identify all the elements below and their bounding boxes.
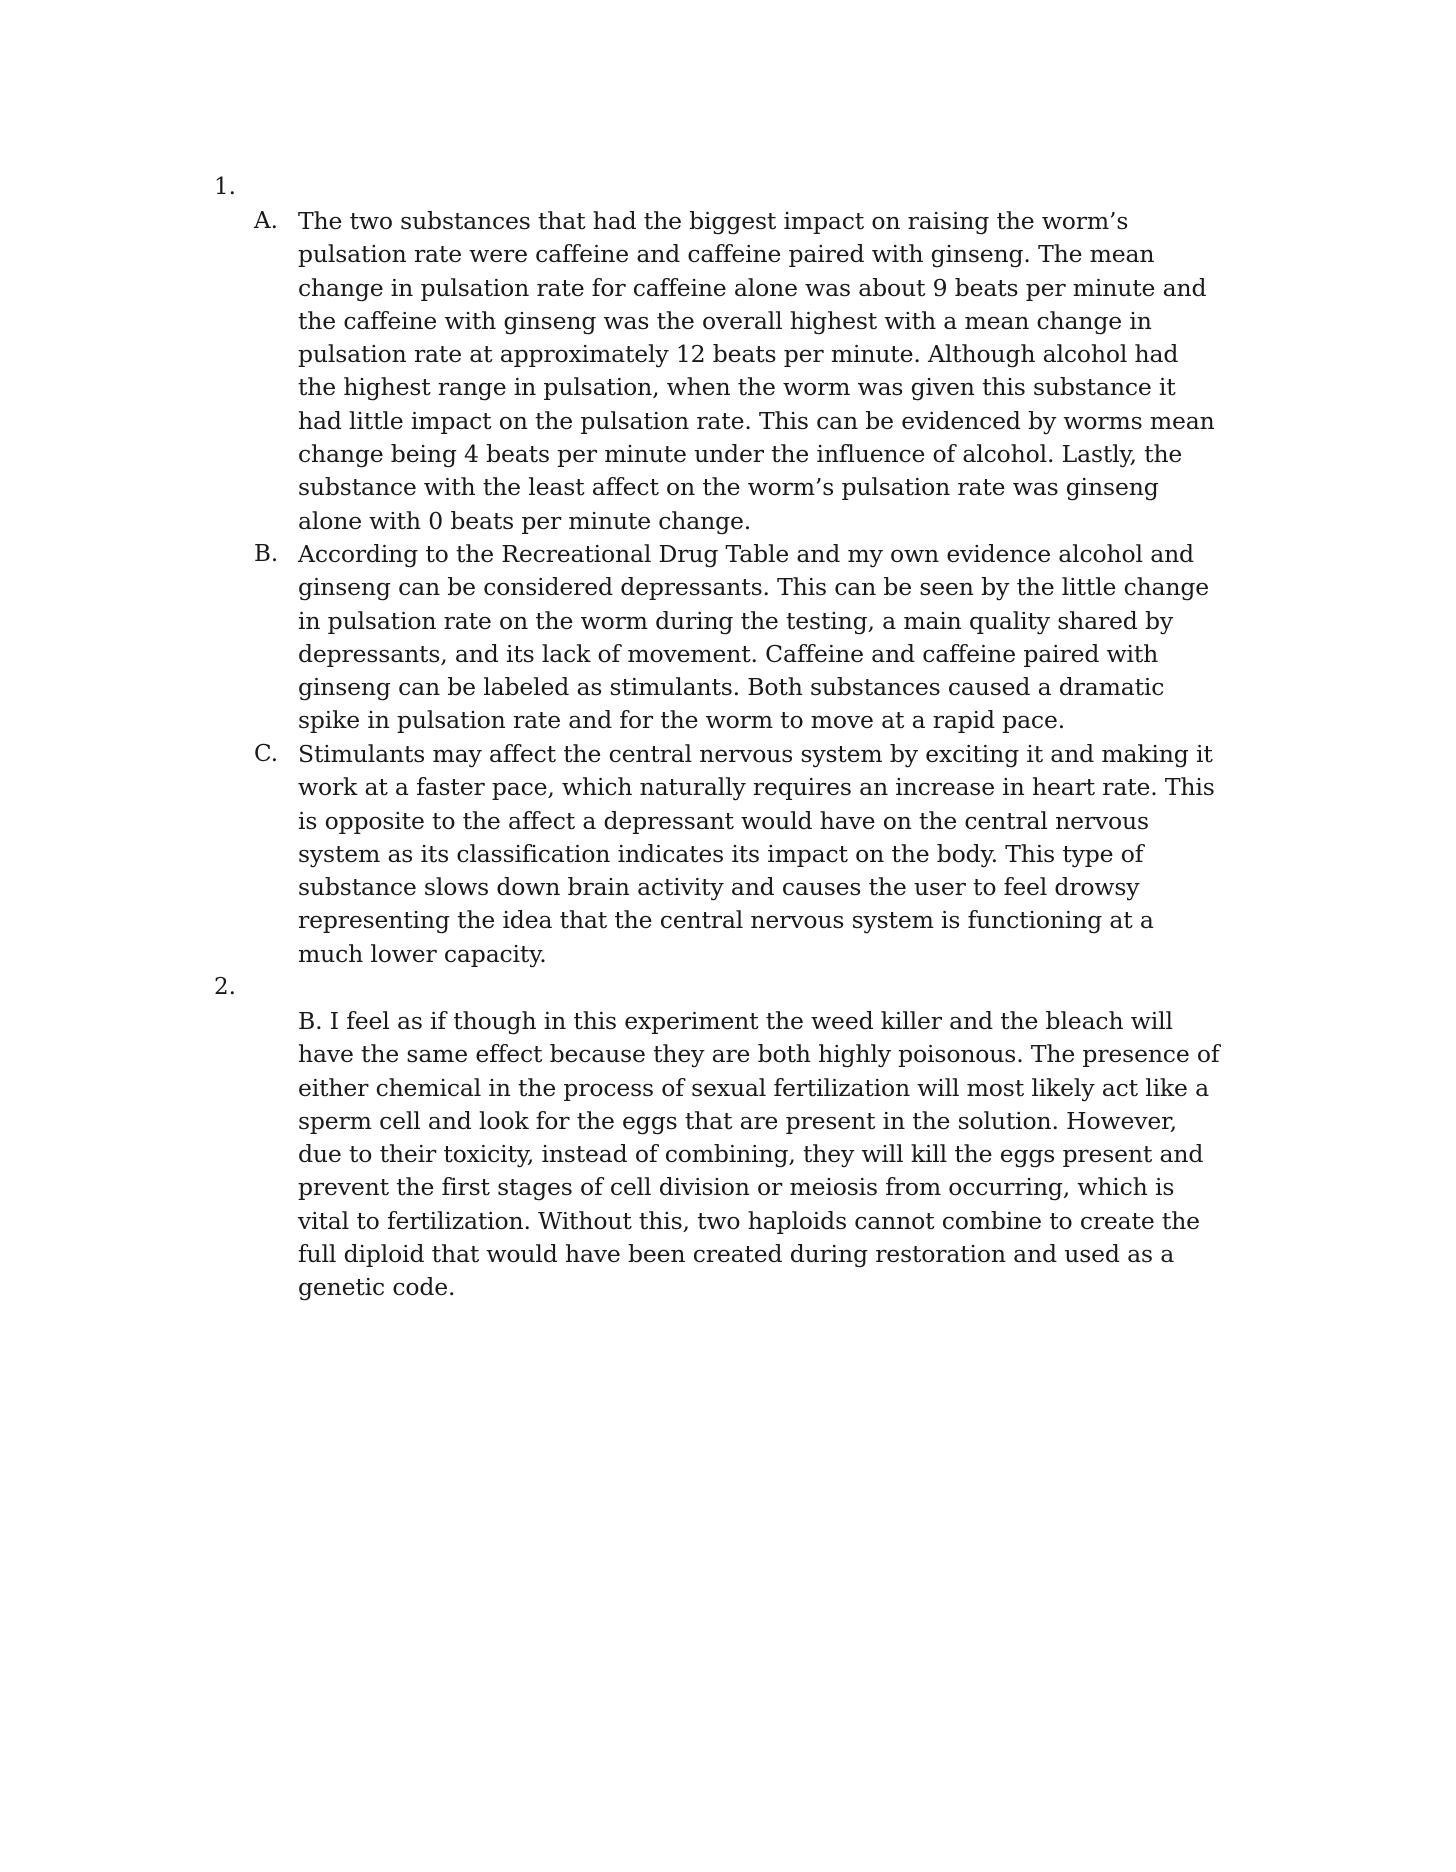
answer-2-text: B. I feel as if though in this experiment the weed killer and the bleach will have the same effect because they are both highly poisonous. The presence of either chemical in the process of sexual fertilization will most likely act like a sperm cell and look for the eggs that are present in the solution. However, due to their toxicity, instead of combining, they will kill the eggs present and prevent the first stages of cell division or meiosis from occurring, which is vital to fertilization. Without this, two haploids cannot combine to create the full diploid that would have been created during restoration and used as a genetic code. bbox=[298, 1007, 1220, 1302]
answer-1c-text: Stimulants may affect the central nervous system by exciting it and making it work at a faster pace, which naturally requires an increase in heart rate. This is opposite to the affect a depressant would have on the central nervous system as its classification indicates its impact on the body. This type of substance slows down brain activity and causes the user to feel drowsy representing the idea that the central nervous system is functioning at a much lower capacity. bbox=[298, 740, 1215, 968]
answer-1a-text: The two substances that had the biggest impact on raising the worm’s pulsation rate were caffeine and caffeine paired with ginseng. The mean change in pulsation rate for caffeine alone was about 9 beats per minute and the caffeine with ginseng was the overall highest with a mean change in pulsation rate at approximately 12 beats per minute. Although alcohol had the highest range in pulsation, when the worm was given this substance it had little impact on the pulsation rate. This can be evidenced by worms mean change being 4 beats per minute under the influence of alcohol. Lastly, the substance with the least affect on the worm’s pulsation rate was ginseng alone with 0 beats per minute change. bbox=[298, 207, 1215, 535]
question-2-number: 2. bbox=[214, 974, 236, 1000]
answer-1c-label: C. bbox=[254, 741, 279, 767]
answer-1a-label: A. bbox=[254, 208, 278, 234]
answer-1b-label: B. bbox=[254, 541, 279, 567]
question-1-number: 1. bbox=[214, 174, 236, 200]
answer-1b-text: According to the Recreational Drug Table and my own evidence alcohol and ginseng can be considered depressants. This can be seen by the little change in pulsation rate on the worm during the testing, a main quality shared by depressants, and its lack of movement. Caffeine and caffeine paired with ginseng can be labeled as stimulants. Both substances caused a dramatic spike in pulsation rate and for the worm to move at a rapid pace. bbox=[298, 540, 1210, 735]
